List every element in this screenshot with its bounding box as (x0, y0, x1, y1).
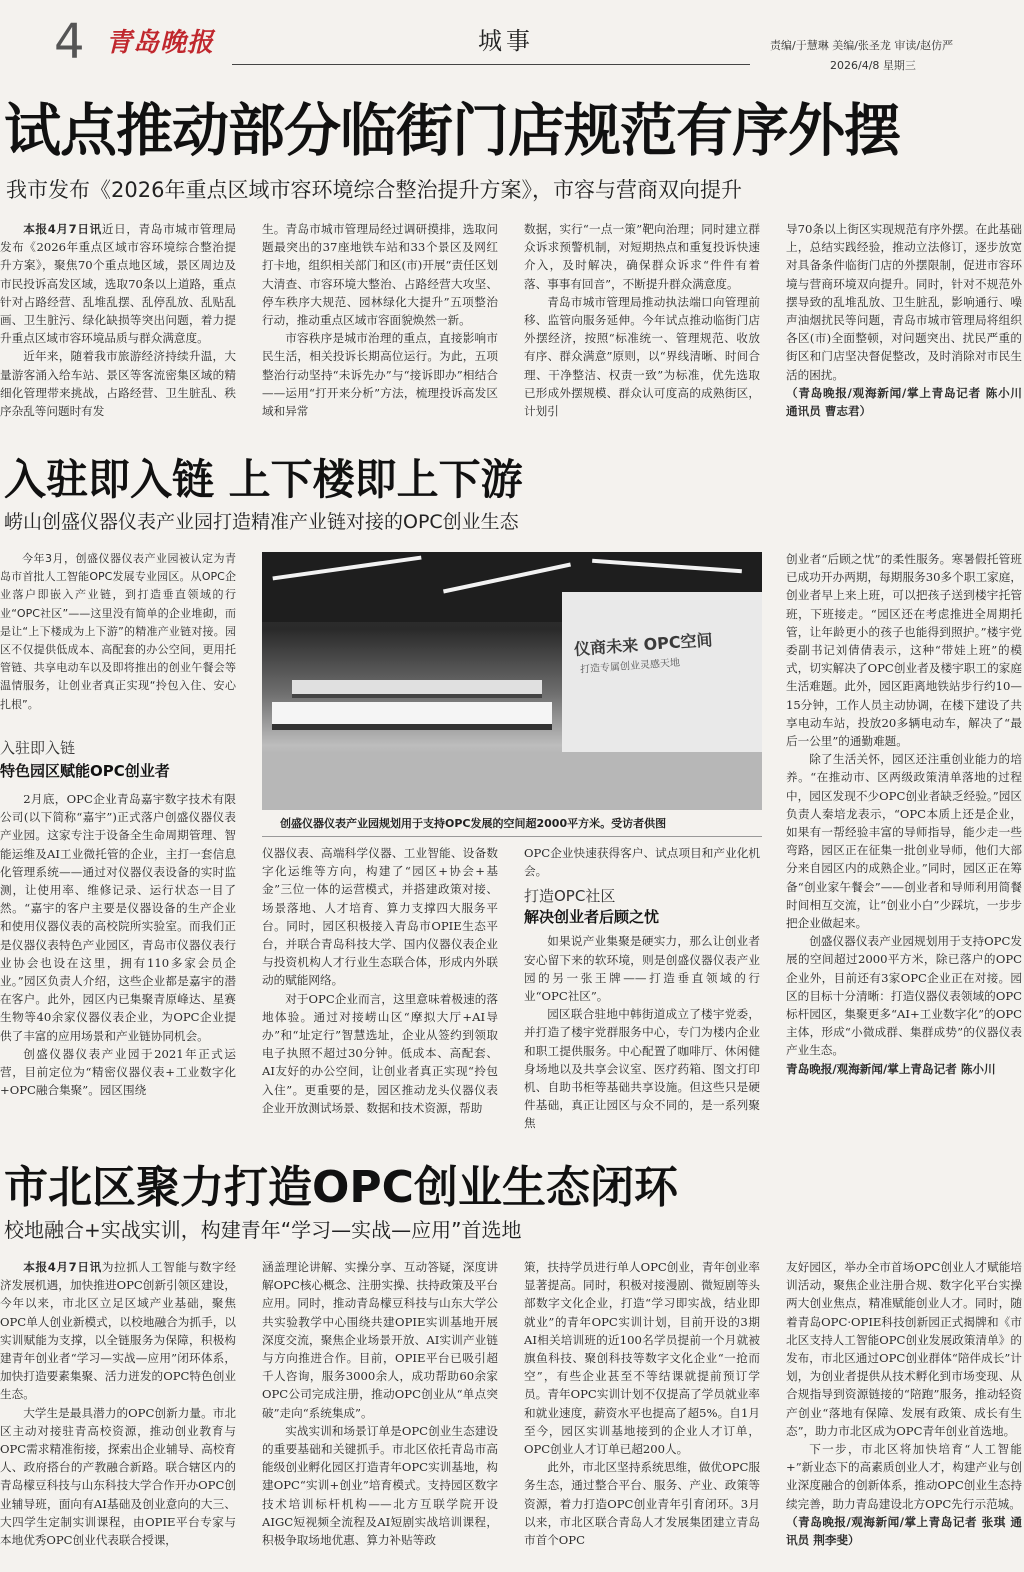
caption-rule (262, 836, 762, 837)
article-2-subhead: 崂山创盛仪器仪表产业园打造精准产业链对接的OPC创业生态 (4, 511, 519, 533)
article-1-col-4 (786, 220, 1022, 436)
article-2-col-1 (0, 790, 236, 1150)
article-1-subhead: 我市发布《2026年重点区域市容环境综合整治提升方案》，市容与营商双向提升 (6, 178, 742, 202)
paragraph: 创盛仪器仪表产业园规划用于支持OPC发展的空间超过2000平方米，除已落户的OPC企业外，目前还有3家OPC企业正在对接。园区的目标十分清晰：打造仪器仪表领域的OPC标杆园区，集聚更多“AI+工业数字化”的OPC主体，形成“小微成群、集群成势”的仪器仪表产业生态。 (786, 934, 1022, 1058)
article-1-credit: （青岛晚报/观海新闻/掌上青岛记者 陈小川 通讯员 曹志君） (786, 385, 1022, 419)
header-rule (232, 64, 750, 65)
paragraph: 近日，青岛市城市管理局发布《2026年重点区域市容环境综合整治提升方案》，聚焦70个重点地区域，景区周边及市民投诉高发区域，选取70条以上道路，重点针对占路经营、乱堆乱摆、乱停乱放、乱贴乱画、卫生脏污、绿化缺损等突出问题，着力提升重点区域市容环境品质与群众满意度。 (0, 222, 236, 346)
paragraph: OPC企业快速获得客户、试点项目和产业化机会。 (524, 846, 760, 879)
article-3-col-4 (786, 1258, 1022, 1572)
article-1-headline: 试点推动部分临街门店规范有序外摆 (4, 98, 900, 164)
paragraph: 如果说产业集聚是硬实力，那么让创业者安心留下来的软环境，则是创盛仪器仪表产业园的另一张王牌——打造垂直领域的行业“OPC社区”。 (524, 934, 760, 1004)
article-3-subhead: 校地融合+实战实训，构建青年“学习—实战—应用”首选地 (4, 1218, 522, 1242)
article-1-dateline: 本报4月7日讯 (23, 222, 102, 236)
article-2-col-3 (524, 844, 760, 1150)
article-1-col-3 (524, 220, 760, 436)
article-3-headline: 市北区聚力打造OPC创业生态闭环 (4, 1162, 678, 1213)
page-header (0, 0, 1024, 80)
paragraph: 数据，实行“一点一策”靶向治理；同时建立群众诉求预警机制，对短期热点和重复投诉快速介入，及时解决，确保群众诉求“件件有着落、事事有回音”，不断提升群众满意度。 (524, 222, 760, 291)
paragraph: 除了生活关怀，园区还注重创业能力的培养。“在推动市、区两级政策清单落地的过程中，园区发现不少OPC创业者缺乏经验。”园区负责人秦培龙表示，“OPC本质上还是企业，如果有一帮经验丰富的导师指导，能少走一些弯路，园区正在征集一批创业导师，他们大部分来自园区内的成熟企业。”同时，园区正在筹备“创业家午餐会”——创业者和导师利用简餐时间相互交流，让“创业小白”少踩坑，一步步把企业做起来。 (786, 752, 1022, 931)
paragraph: 友好园区，举办全市首场OPC创业人才赋能培训活动，聚焦企业注册合规、数字化平台实操两大创业焦点，精准赋能创业人才。同时，随着青岛OPC·OPIE科技创新园正式揭牌和《市北区支持人工智能OPC创业发展政策清单》的发布，市北区通过OPC创业群体“陪伴成长”计划，为创业者提供从技术孵化到市场变现、从合规指导到资源链接的“陪跑”服务，推动轻资产创业“落地有保障、发展有政策、成长有生态”，助力市北区成为OPC青年创业首选地。 (786, 1260, 1022, 1438)
article-2-credit: 青岛晚报/观海新闻/掌上青岛记者 陈小川 (786, 1061, 996, 1076)
paragraph: 生。青岛市城市管理局经过调研摸排，选取问题最突出的37座地铁车站和33个景区及网红打卡地，组织相关部门和区(市)开展“责任区划大清查、市容环境大整治、占路经营大攻坚、停车秩序大规范、园林绿化大提升”五项整治行动，推动重点区域市容面貌焕然一新。 (262, 222, 498, 328)
section-title: 解决创业者后顾之忧 (524, 908, 660, 927)
photo-caption: 创盛仪器仪表产业园规划用于支持OPC发展的空间超2000平方米。受访者供图 (280, 817, 667, 830)
paragraph: 2月底，OPC企业青岛嘉宇数字技术有限公司(以下简称“嘉宇”)正式落户创盛仪器仪表产业园。这家专注于设备全生命周期管理、智能运维及AI工业微托管的企业，主打一套信息化管理系统——通过对仪器仪表设备的实时监测，让使用率、维修记录、运行状态一目了然。“嘉宇的客户主要是仪器设备的生产企业和使用仪器仪表的高校院所实验室。而我们正是仪器仪表特色产业园区，青岛市仪器仪表行业协会也设在这里，拥有110多家会员企业。”园区负责人介绍，这些企业都是嘉宇的潜在客户。此外，园区内已集聚青原峰达、星赛生物等40余家仪器仪表企业，为OPC企业提供了丰富的应用场景和产业链协同机会。 (0, 792, 236, 1043)
floor (262, 752, 762, 810)
article-2-col-4 (786, 550, 1022, 1150)
paragraph: 导70条以上街区实现规范有序外摆。在此基础上，总结实践经验，推动立法修订，逐步放宽对具备条件临街门店的外摆限制，促进市容环境与营商环境双向提升。同时，针对不规范外摆导致的乱堆乱放、卫生脏乱，影响通行、噪声油烟扰民等问题，青岛市城市管理局将组织各区(市)全面整顿，对问题突出、扰民严重的街区和门店坚决督促整改，及时消除对市民生活的困扰。 (786, 222, 1022, 382)
article-2-headline: 入驻即入链 上下楼即上下游 (4, 455, 523, 504)
paragraph: 下一步，市北区将加快培育“人工智能+”新业态下的高素质创业人才，构建产业与创业深度融合的创新体系，推动OPC创业生态持续完善，助力青岛建设北方OPC先行示范城。 (786, 1442, 1022, 1511)
section-name: 城事 (478, 27, 534, 55)
paragraph: 仪器仪表、高端科学仪器、工业智能、设备数字化运维等方向，构建了“园区+协会+基金”三位一体的运营模式，并搭建政策对接、场景落地、人才培育、算力支撑四大服务平台。同时，园区积极接入青岛市OPIE生态平台，并联合青岛科技大学、国内仪器仪表企业与投资机构人才行业生态联合体，形成内外联动的赋能网络。 (262, 846, 498, 988)
paragraph: 创业者“后顾之忧”的柔性服务。寒暑假托管班已成功开办两期，每期服务30多个职工家庭，创业者早上来上班，可以把孩子送到楼宇托管班，下班接走。“园区还在考虑推进全周期托管，让年龄更小的孩子也能得到照护。”楼宇党委副书记刘倩倩表示，这种“带娃上班”的模式，切实解决了OPC创业者及楼宇职工的家庭生活难题。此外，园区距离地铁站步行约10—15分钟，工作人员主动协调，在楼下建设了共享电动车站，投放20多辆电动车，解决了“最后一公里”的通勤难题。 (786, 552, 1022, 749)
workstation-row (272, 702, 552, 730)
paragraph: 对于OPC企业而言，这里意味着极速的落地体验。通过对接崂山区“摩拟大厅+AI导办”和“址定行”智慧选址，企业从签约到领取电子执照不超过30分钟。低成本、高配套、AI友好的办公空间，让创业者真正实现“拎包入住”。更重要的是，园区推动龙头仪器仪表企业开放测试场景、数据和技术资源，帮助 (262, 991, 498, 1115)
article-3-dateline: 本报4月7日讯 (23, 1260, 102, 1274)
paragraph: 策，扶持学员进行单人OPC创业，青年创业率显著提高。同时，积极对接漫剧、微短剧等头部数字文化企业，打造“学习即实战，结业即就业”的青年OPC实训计划，目前开设的3期AI相关培训班的近100名学员提前一个月就被旗鱼科技、聚创科技等数字文化企业“一抢而空”，有些企业甚至不等结课就提前预订学员。青年OPC实训计划不仅提高了学员就业率和就业速度，薪资水平也提高了超5%。自1月至今，园区实训基地接到的企业人才订单，OPC创业人才订单已超200人。 (524, 1260, 760, 1457)
paragraph: 大学生是最具潜力的OPC创新力量。市北区主动对接驻青高校资源，推动创业教育与OPC需求精准衔接，探索出企业辅导、高校育人、政府搭台的产教融合新路。联合辖区内的青岛檬豆科技与山东科技大学合作开办OPC创业辅导班，面向有AI基础及创业意向的大三、大四学生定制实训课程，由OPIE平台专家与本地优秀OPC创业代表联合授课， (0, 1405, 236, 1548)
paragraph: 创盛仪器仪表产业园于2021年正式运营，目前定位为“精密仪器仪表+工业数字化+OPC融合集聚”。园区围绕 (0, 1046, 236, 1098)
article-3-col-1 (0, 1258, 236, 1572)
article-3-credit: （青岛晚报/观海新闻/掌上青岛记者 张琪 通讯员 荆李斐） (786, 1514, 1022, 1548)
issue-date: 2026/4/8 星期三 (830, 59, 916, 72)
sign-title: 仪商未来 OPC空间 (573, 630, 714, 659)
paragraph: 为拉抓人工智能与数字经济发展机遇，加快推进OPC创新引领区建设，今年以来，市北区立足区域产业基础，聚焦OPC单人创业新模式，以校地融合为抓手，以实训赋能为支撑，以全链服务为保障，积极构建青年创业者“学习—实战—应用”闭环体系，加快打造要素集聚、活力迸发的OPC特色创业生态。 (0, 1260, 236, 1402)
feature-wall (562, 592, 762, 772)
article-2-col-2 (262, 844, 498, 1150)
article-2-photo (262, 552, 762, 810)
masthead-logo: 青岛晚报 (106, 28, 215, 58)
paragraph: 涵盖理论讲解、实操分享、互动答疑，深度讲解OPC核心概念、注册实操、扶持政策及平台应用。同时，推动青岛檬豆科技与山东大学公共实验教学中心围绕共建OPIE实训基地开展深度交流，聚焦企业场景开放、AI实训产业链与方向推进合作。目前，OPIE平台已吸引超千人咨询，服务3000余人，成功帮助60余家OPC公司完成注册，推动OPC创业从“单点突破”走向“系统集成”。 (262, 1260, 498, 1420)
paragraph: 今年3月，创盛仪器仪表产业园被认定为青岛市首批人工智能OPC发展专业园区。从OPC企业落户即嵌入产业链，到打造垂直领域的行业“OPC社区”——这里没有简单的企业堆砌，而是让“上下楼成为上下游”的精准产业链对接。园区不仅提供低成本、高配套的办公空间，更用托管链、共享电动车以及即将推出的创业午餐会等温情服务，让创业者真正实现“拎包入住、安心扎根”。 (0, 552, 236, 711)
section-title: 特色园区赋能OPC创业者 (0, 762, 170, 780)
article-2-intro (0, 550, 236, 728)
paragraph: 实战实训和场景订单是OPC创业生态建设的重要基础和关键抓手。市北区依托青岛市高能级创业孵化园区打造青年OPC实训基地，构建OPC“实训+创业”培育模式。支持园区数字技术培训标杆机构——北方互联学院开设AIGC短视频全流程及AI短剧实战培训课程，积极争取场地优惠、算力补贴等政 (262, 1423, 498, 1548)
paragraph: 市容秩序是城市治理的重点，直接影响市民生活，相关投诉长期高位运行。为此，五项整治行动坚持“未诉先办”与“接诉即办”相结合——运用“打开来分析”方法，梳理投诉高发区域和异常 (262, 331, 498, 419)
sign-subtitle: 打造专属创业灵感天地 (579, 657, 681, 676)
section-kicker: 打造OPC社区 (524, 887, 616, 906)
article-1-col-1 (0, 220, 236, 436)
article-3-col-3 (524, 1258, 760, 1572)
paragraph: 此外，市北区坚持系统思维，做优OPC服务生态，通过整合平台、服务、产业、政策等资源，着力打造OPC创业青年引育闭环。3月以来，市北区联合青岛人才发展集团建立青岛市首个OPC (524, 1460, 760, 1548)
page-number: 4 (54, 14, 85, 70)
paragraph: 近年来，随着我市旅游经济持续升温，大量游客涌入给车站、景区等客流密集区域的精细化管理带来挑战，占路经营、卫生脏乱、秩序杂乱等问题时有发 (0, 349, 236, 419)
workstation-row (292, 680, 542, 698)
article-3-col-2 (262, 1258, 498, 1572)
section-kicker: 入驻即入链 (0, 739, 76, 757)
paragraph: 青岛市城市管理局推动执法端口向管理前移、监管向服务延伸。今年试点推动临街门店外摆经济，按照“标准统一、管理规范、收放有序、群众满意”原则，以“界线清晰、时间合理、干净整洁、权责一致”为标准，优先选取已形成外摆规模、群众认可度高的成熟街区，计划引 (524, 294, 760, 419)
editor-credits: 责编/于慧琳 美编/张圣龙 审读/赵仿严 (770, 39, 954, 52)
paragraph: 园区联合驻地中韩街道成立了楼宇党委，并打造了楼宇党群服务中心，专门为楼内企业和职工提供服务。中心配置了咖啡厅、休闲健身场地以及共享会议室、医疗药箱、图文打印机、自助书柜等基础共享设施。但这些只是硬件基础，真正让园区与众不同的，是一系列聚焦 (524, 1007, 760, 1131)
article-1-col-2 (262, 220, 498, 436)
